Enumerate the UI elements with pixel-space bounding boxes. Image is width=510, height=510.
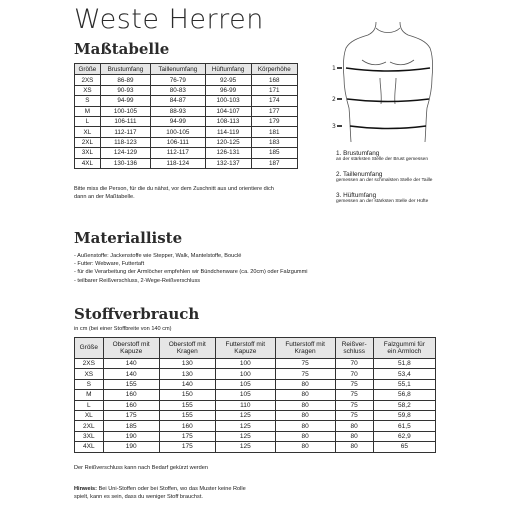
table-cell: 4XL: [75, 442, 104, 452]
table-cell: L: [75, 116, 101, 126]
table-cell: 58,2: [373, 400, 435, 410]
table-cell: 86-89: [100, 75, 150, 85]
column-header: [215, 338, 275, 359]
torso-illustration: [332, 22, 442, 142]
material-item: - teilbarer Reißverschluss, 2-Wege-Reißverschluss: [74, 277, 201, 284]
table-row: [75, 421, 436, 431]
table-cell: 75: [275, 359, 335, 369]
table-cell: 125: [215, 442, 275, 452]
table-cell: 100-105: [151, 127, 206, 137]
figure-number-1: 1: [332, 65, 336, 72]
table-cell: 80: [275, 421, 335, 431]
neck-line: [376, 28, 400, 33]
table-row: [75, 410, 436, 420]
table-cell: 56,8: [373, 390, 435, 400]
table-cell: 51,8: [373, 359, 435, 369]
table-cell: 174: [251, 96, 297, 106]
material-item: - für die Verarbeitung der Armlöcher empfehlen wir Bündchenware (ca. 20cm) oder Falzgummi: [74, 269, 308, 276]
table-cell: M: [75, 106, 101, 116]
table-cell: XS: [75, 369, 104, 379]
table-cell: 124-129: [100, 148, 150, 158]
table-cell: 100: [215, 369, 275, 379]
abdomen-line: [380, 78, 396, 104]
table-cell: 185: [103, 421, 159, 431]
table-row: [75, 137, 298, 147]
zipper-footnote: Der Reißverschluss kann nach Bedarf gekürzt werden: [74, 465, 209, 471]
table-cell: 126-131: [205, 148, 251, 158]
figure-number-3: 3: [332, 123, 336, 130]
table-cell: 112-117: [100, 127, 150, 137]
table-cell: 75: [335, 379, 373, 389]
table-cell: 160: [103, 390, 159, 400]
table-row: [75, 442, 436, 452]
table-cell: 75: [335, 390, 373, 400]
table-cell: 3XL: [75, 148, 101, 158]
column-header: Taillenumfang: [151, 64, 206, 75]
table-cell: 76-79: [151, 75, 206, 85]
chest-line: [362, 60, 414, 65]
table-cell: 112-117: [151, 148, 206, 158]
column-header-line: ein Armloch: [387, 348, 422, 355]
column-header-line: Falzgummi für: [383, 340, 425, 348]
table-cell: 94-99: [100, 96, 150, 106]
section-heading-masstabelle: Maßtabelle: [74, 40, 170, 58]
column-header: [373, 338, 435, 359]
table-cell: 105: [215, 390, 275, 400]
table-cell: 130: [159, 359, 215, 369]
table-cell: 100-103: [205, 96, 251, 106]
table-cell: 168: [251, 75, 297, 85]
column-header-line: Futterstoff mit: [225, 340, 266, 348]
table-row: [75, 390, 436, 400]
column-header-line: Kragen: [176, 348, 198, 355]
chest-measure-line: [346, 68, 430, 71]
table-cell: 80: [275, 390, 335, 400]
fabric-width-note: in cm (bei einer Stoffbreite von 140 cm): [74, 326, 172, 332]
table-cell: S: [75, 379, 104, 389]
table-cell: 2XL: [75, 421, 104, 431]
torso-outline-left: [343, 22, 376, 142]
torso-outline-right: [400, 22, 433, 142]
column-header: [159, 338, 215, 359]
legend-sub: gemessen an der schmalsten Stelle der Taille: [336, 178, 433, 183]
table-cell: 140: [159, 379, 215, 389]
table-row: [75, 116, 298, 126]
material-item: - Außenstoffe: Jackenstoffe wie Stepper, Walk, Mantelstoffe, Bouclé: [74, 253, 242, 259]
hint-label: Hinweis:: [74, 486, 98, 492]
column-header-line: Größe: [79, 344, 99, 352]
size-table: [74, 63, 298, 169]
table-cell: 177: [251, 106, 297, 116]
table-cell: 2XS: [75, 359, 104, 369]
table-cell: M: [75, 390, 104, 400]
table-cell: 80: [275, 431, 335, 441]
table-cell: 80: [275, 410, 335, 420]
table-cell: XS: [75, 85, 101, 95]
section-heading-materialliste: Materialliste: [74, 229, 183, 247]
table-cell: 2XS: [75, 75, 101, 85]
column-header-line: Kapuze: [120, 348, 143, 355]
table-row: [75, 431, 436, 441]
table-cell: 120-125: [205, 137, 251, 147]
table-cell: 61,5: [373, 421, 435, 431]
table-cell: L: [75, 400, 104, 410]
table-cell: 125: [215, 431, 275, 441]
column-header-line: Reißver-: [341, 340, 367, 348]
table-cell: 80: [335, 442, 373, 452]
table-row: [75, 158, 298, 168]
table-cell: 140: [103, 359, 159, 369]
column-header: [103, 338, 159, 359]
table-cell: XL: [75, 127, 101, 137]
table-cell: 84-87: [151, 96, 206, 106]
section-heading-stoffverbrauch: Stoffverbrauch: [74, 305, 200, 323]
table-cell: 108-113: [205, 116, 251, 126]
table-cell: 118-123: [100, 137, 150, 147]
table-cell: 88-93: [151, 106, 206, 116]
table-row: [75, 96, 298, 106]
table-cell: 80: [275, 379, 335, 389]
size-table-note: [74, 185, 334, 201]
table-cell: 90-93: [100, 85, 150, 95]
table-row: [75, 148, 298, 158]
column-header-line: Oberstoff mit: [168, 340, 206, 348]
legend-sub: gemessen an der stärksten Stelle der Hüfte: [336, 199, 429, 204]
column-header: Hüftumfang: [205, 64, 251, 75]
column-header: Brustumfang: [100, 64, 150, 75]
column-header-line: Kapuze: [234, 348, 257, 355]
table-cell: 114-119: [205, 127, 251, 137]
legend-brustumfang: [336, 150, 428, 163]
material-item: - Futter: Webware, Futtertaft: [74, 261, 145, 268]
table-cell: 175: [159, 431, 215, 441]
table-cell: 187: [251, 158, 297, 168]
table-cell: 70: [335, 369, 373, 379]
table-row: [75, 359, 436, 369]
legend-label: 2. Taillenumfang: [336, 171, 383, 178]
table-row: [75, 127, 298, 137]
table-cell: 53,4: [373, 369, 435, 379]
table-cell: 155: [159, 400, 215, 410]
column-header: [335, 338, 373, 359]
table-cell: 106-111: [151, 137, 206, 147]
table-cell: 125: [215, 410, 275, 420]
table-cell: 181: [251, 127, 297, 137]
size-table-note-line1: Bitte miss die Person, für die du nähst, vor dem Zuschnitt aus und orientiere dich: [74, 186, 274, 192]
table-row: [75, 106, 298, 116]
legend-label: 1. Brustumfang: [336, 150, 380, 157]
figure-number-2: 2: [332, 96, 336, 103]
table-cell: 171: [251, 85, 297, 95]
column-header-line: Kragen: [294, 348, 316, 355]
table-cell: 75: [335, 410, 373, 420]
table-row: [75, 85, 298, 95]
column-header-line: Futterstoff mit: [285, 340, 325, 348]
table-cell: 80: [275, 442, 335, 452]
table-cell: S: [75, 96, 101, 106]
legend-label: 3. Hüftumfang: [336, 192, 377, 199]
table-cell: 94-99: [151, 116, 206, 126]
table-cell: 65: [373, 442, 435, 452]
table-cell: 132-137: [205, 158, 251, 168]
table-cell: 150: [159, 390, 215, 400]
table-cell: 104-107: [205, 106, 251, 116]
table-cell: 160: [103, 400, 159, 410]
size-table-note-line2: dann an der Maßtabelle.: [74, 194, 135, 200]
table-cell: 125: [215, 421, 275, 431]
legend-taillenumfang: [336, 171, 432, 184]
table-cell: 130-136: [100, 158, 150, 168]
table-row: [75, 400, 436, 410]
table-cell: 110: [215, 400, 275, 410]
table-cell: 2XL: [75, 137, 101, 147]
table-cell: 100-105: [100, 106, 150, 116]
table-cell: 92-95: [205, 75, 251, 85]
table-cell: 105: [215, 379, 275, 389]
table-cell: 175: [159, 442, 215, 452]
table-cell: 185: [251, 148, 297, 158]
hint-note: [74, 485, 374, 501]
waist-measure-line: [347, 99, 429, 102]
table-cell: 80: [335, 431, 373, 441]
table-cell: 80: [275, 400, 335, 410]
table-cell: 70: [335, 359, 373, 369]
legend-sub: an der stärksten Stelle der Brust gemessen: [336, 157, 428, 162]
table-cell: XL: [75, 410, 104, 420]
table-cell: 190: [103, 431, 159, 441]
table-cell: 140: [103, 369, 159, 379]
page-title: Weste Herren: [74, 4, 264, 35]
table-cell: 59,8: [373, 410, 435, 420]
table-cell: 80-83: [151, 85, 206, 95]
table-cell: 183: [251, 137, 297, 147]
table-cell: 80: [335, 421, 373, 431]
legend-hueftumfang: [336, 192, 428, 205]
fabric-consumption-table: [74, 337, 436, 453]
hint-line2: spielt, kann es sein, dass du weniger Stoff brauchst.: [74, 494, 203, 501]
table-cell: 175: [103, 410, 159, 420]
table-cell: 106-111: [100, 116, 150, 126]
table-cell: 160: [159, 421, 215, 431]
table-cell: 100: [215, 359, 275, 369]
table-cell: 155: [103, 379, 159, 389]
table-cell: 118-124: [151, 158, 206, 168]
column-header-line: Oberstoff mit: [112, 340, 150, 348]
hip-measure-line: [350, 126, 426, 129]
table-cell: 179: [251, 116, 297, 126]
table-cell: 55,1: [373, 379, 435, 389]
table-cell: 96-99: [205, 85, 251, 95]
table-cell: 190: [103, 442, 159, 452]
material-list: [74, 252, 454, 285]
table-row: [75, 379, 436, 389]
table-cell: 62,9: [373, 431, 435, 441]
column-header-line: schluss: [343, 348, 366, 355]
table-cell: 75: [335, 400, 373, 410]
table-row: [75, 75, 298, 85]
table-cell: 130: [159, 369, 215, 379]
table-row: [75, 369, 436, 379]
column-header: [275, 338, 335, 359]
table-cell: 155: [159, 410, 215, 420]
table-cell: 3XL: [75, 431, 104, 441]
table-cell: 75: [275, 369, 335, 379]
hint-line1: Bei Uni-Stoffen oder bei Stoffen, wo das Muster keine Rolle: [97, 486, 246, 492]
column-header: Körperhöhe: [251, 64, 297, 75]
column-header: [75, 338, 104, 359]
column-header: Größe: [75, 64, 101, 75]
table-cell: 4XL: [75, 158, 101, 168]
